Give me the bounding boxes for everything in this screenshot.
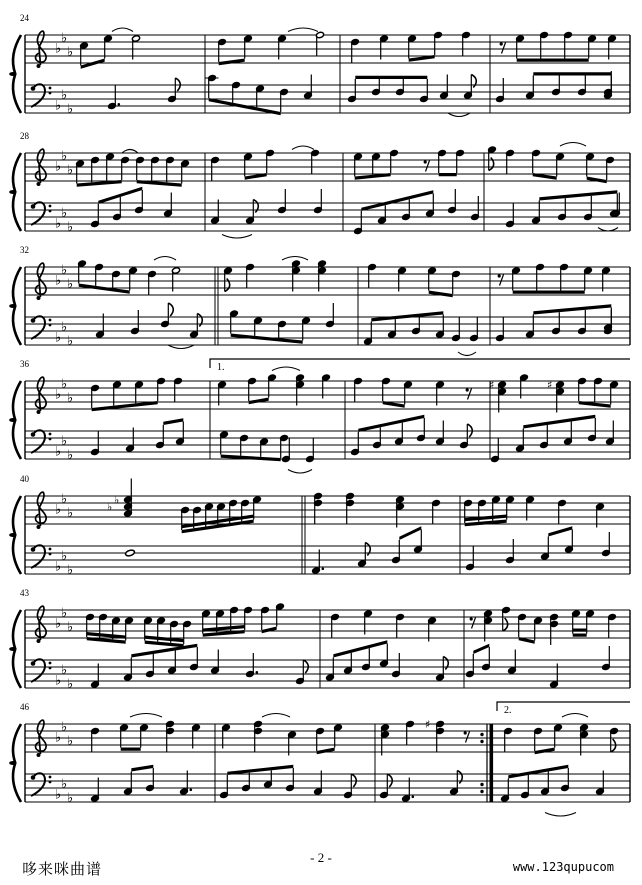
svg-text:♭: ♭ xyxy=(107,500,113,514)
svg-text:♭: ♭ xyxy=(55,559,62,575)
svg-text:♭: ♭ xyxy=(61,549,68,564)
svg-text:♭: ♭ xyxy=(67,163,74,178)
publisher-label: 哆来咪曲谱 xyxy=(22,860,103,878)
svg-text:♭: ♭ xyxy=(67,448,74,463)
svg-text:♭: ♭ xyxy=(67,220,74,235)
svg-text:♭: ♭ xyxy=(61,492,68,507)
svg-text:40: 40 xyxy=(20,474,29,484)
svg-text:♭: ♭ xyxy=(61,377,68,392)
svg-text:♭: ♭ xyxy=(61,88,68,103)
svg-text:♭: ♭ xyxy=(55,159,62,175)
svg-text:28: 28 xyxy=(20,131,29,141)
svg-text:♭: ♭ xyxy=(61,320,68,335)
svg-text:♭: ♭ xyxy=(114,493,120,507)
svg-text:46: 46 xyxy=(20,702,29,712)
svg-text:♭: ♭ xyxy=(61,777,68,792)
svg-text:♭: ♭ xyxy=(61,149,68,164)
svg-text:♭: ♭ xyxy=(55,444,62,460)
svg-text:♭: ♭ xyxy=(61,663,68,678)
svg-text:2.: 2. xyxy=(504,705,512,716)
svg-text:♭: ♭ xyxy=(67,391,74,406)
svg-text:♭: ♭ xyxy=(55,98,62,114)
svg-text:♭: ♭ xyxy=(55,730,62,746)
svg-text:♭: ♭ xyxy=(61,31,68,46)
svg-text:♭: ♭ xyxy=(67,334,74,349)
svg-text:♭: ♭ xyxy=(55,216,62,232)
svg-text:♭: ♭ xyxy=(55,673,62,689)
svg-text:♭: ♭ xyxy=(55,616,62,632)
svg-text:♯: ♯ xyxy=(547,378,553,392)
svg-text:♭: ♭ xyxy=(61,434,68,449)
svg-text:♭: ♭ xyxy=(61,720,68,735)
svg-text:36: 36 xyxy=(20,359,29,369)
svg-text:♭: ♭ xyxy=(61,606,68,621)
svg-text:32: 32 xyxy=(20,245,29,255)
svg-text:♭: ♭ xyxy=(55,787,62,803)
page-number: - 2 - xyxy=(310,850,332,865)
svg-text:♯: ♯ xyxy=(425,718,431,731)
svg-text:24: 24 xyxy=(20,13,29,23)
svg-text:♭: ♭ xyxy=(55,502,62,518)
svg-text:♭: ♭ xyxy=(67,506,74,521)
svg-text:♭: ♭ xyxy=(67,677,74,692)
svg-text:♭: ♭ xyxy=(67,45,74,60)
svg-text:♭: ♭ xyxy=(67,791,74,806)
svg-text:♭: ♭ xyxy=(55,41,62,57)
site-url: www.123qupucom xyxy=(512,860,614,874)
svg-text:♭: ♭ xyxy=(67,102,74,117)
svg-text:♭: ♭ xyxy=(67,620,74,635)
svg-text:♭: ♭ xyxy=(67,277,74,292)
svg-text:♭: ♭ xyxy=(55,387,62,403)
svg-text:♭: ♭ xyxy=(67,563,74,578)
svg-text:♭: ♭ xyxy=(67,734,74,749)
svg-text:♭: ♭ xyxy=(61,263,68,278)
svg-text:1.: 1. xyxy=(217,362,225,373)
svg-text:♯: ♯ xyxy=(489,378,495,392)
svg-text:♭: ♭ xyxy=(55,330,62,346)
svg-text:♭: ♭ xyxy=(55,273,62,289)
svg-text:♭: ♭ xyxy=(61,206,68,221)
svg-text:43: 43 xyxy=(20,588,29,598)
